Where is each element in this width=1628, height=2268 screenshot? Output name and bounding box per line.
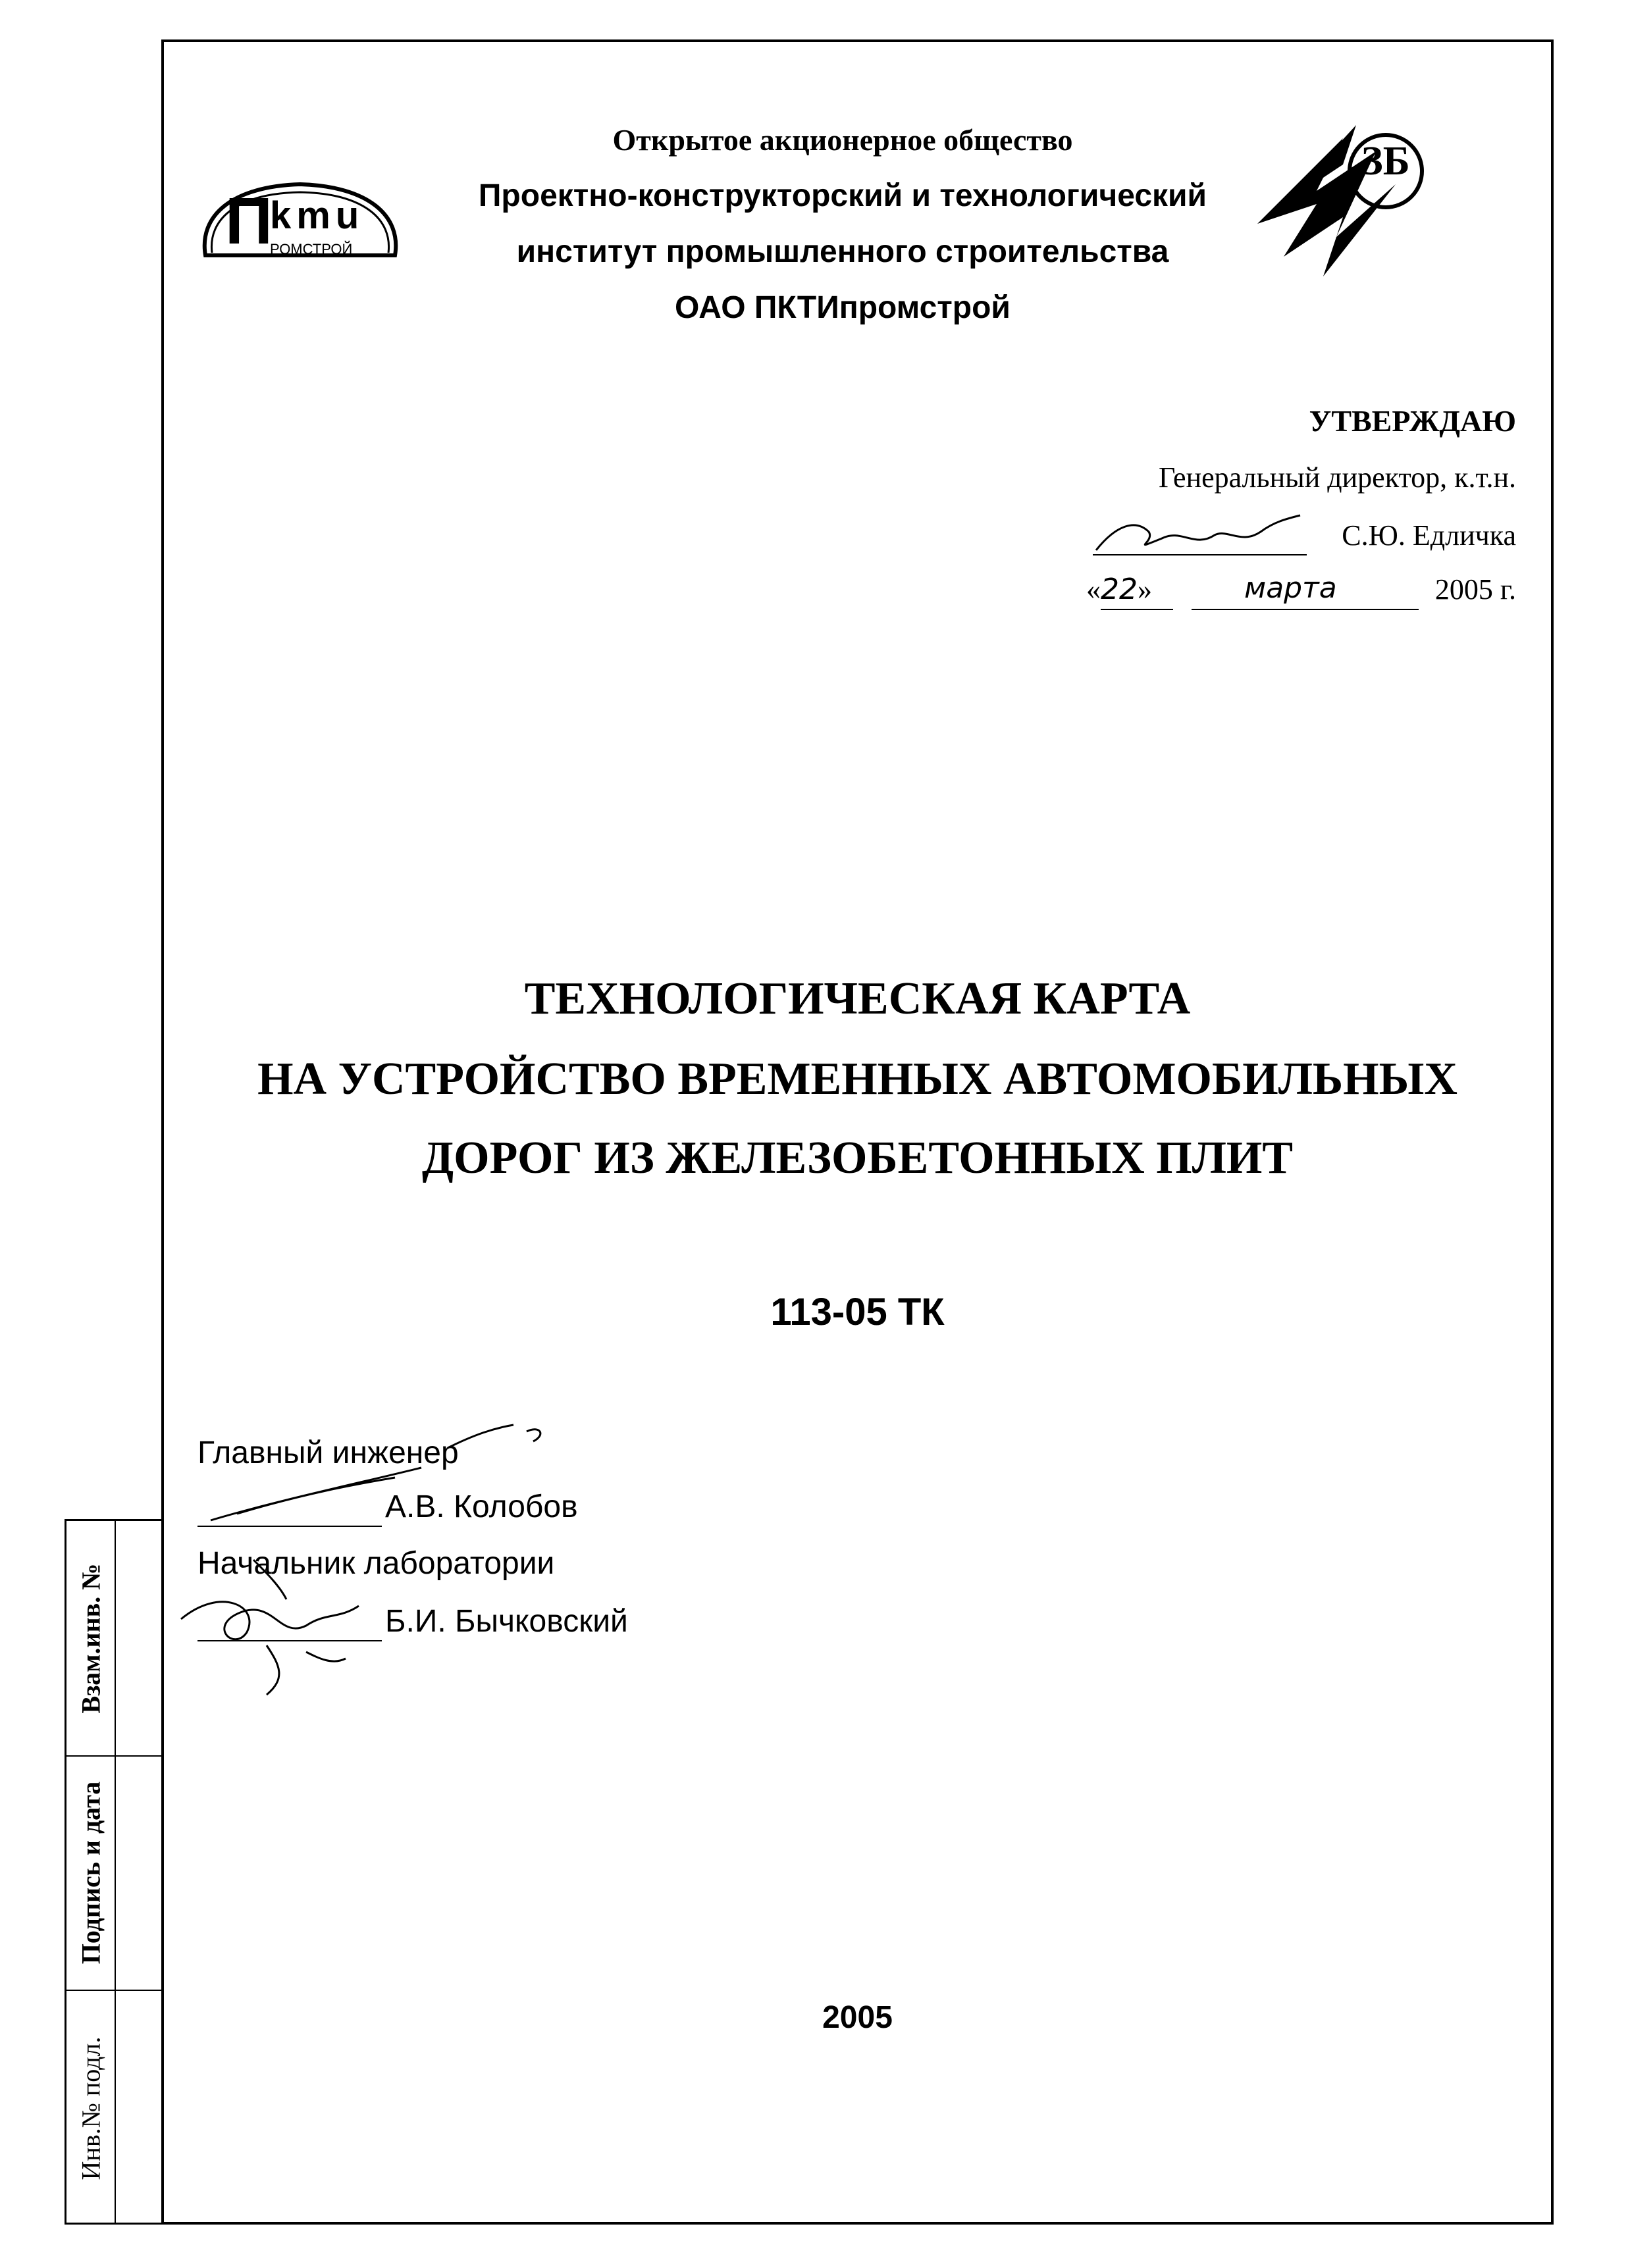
side-stamp: [65, 1519, 161, 2225]
sign-date-label: Подпись и дата: [76, 1781, 106, 1964]
director-signature: [1090, 512, 1307, 558]
pkti-logo-subtitle: РОМСТРОЙ: [270, 241, 353, 257]
inv-orig-label: Инв.№ подл.: [76, 2036, 106, 2180]
lab-head-title: Начальник лаборатории: [197, 1546, 555, 1581]
footer-year: 2005: [822, 2000, 893, 2035]
date-month-line: [1192, 609, 1419, 610]
swap-inv-label: Взам.инв. №: [76, 1563, 106, 1713]
side-stamp-divider: [115, 1521, 116, 2223]
approval-name: С.Ю. Едличка: [1342, 519, 1516, 552]
org-line-1: Открытое акционерное общество: [612, 123, 1073, 157]
title-line-3: ДОРОГ ИЗ ЖЕЛЕЗОБЕТОННЫХ ПЛИТ: [421, 1133, 1294, 1183]
org-line-2: Проектно-конструкторский и технологический: [478, 178, 1207, 213]
chief-engineer-title: Главный инженер: [197, 1435, 459, 1470]
approval-date: [1086, 573, 1152, 606]
zb-logo-letters: ЗБ: [1361, 139, 1410, 184]
lab-head-signature: [168, 1547, 392, 1698]
title-line-2: НА УСТРОЙСТВО ВРЕМЕННЫХ АВТОМОБИЛЬНЫХ: [257, 1054, 1457, 1104]
approval-position: Генеральный директор, к.т.н.: [1158, 461, 1516, 494]
date-close-quote: »: [1138, 573, 1152, 606]
date-open-quote: «: [1086, 573, 1101, 606]
date-month: марта: [1244, 571, 1337, 605]
approval-heading: УТВЕРЖДАЮ: [1309, 404, 1516, 438]
director-sign-line: [1093, 554, 1307, 555]
chief-sign-line: [197, 1526, 382, 1527]
chief-engineer-name: А.В. Колобов: [385, 1489, 578, 1524]
org-line-3: институт промышленного строительства: [516, 234, 1169, 269]
org-line-4: ОАО ПКТИпромстрой: [675, 290, 1011, 325]
date-day: 22: [1101, 573, 1138, 606]
title-line-1: ТЕХНОЛОГИЧЕСКАЯ КАРТА: [524, 973, 1191, 1024]
pkti-logo-big-letter: П: [225, 184, 273, 258]
document-code: 113-05 ТК: [770, 1291, 945, 1333]
pkti-logo-letters: kmu: [270, 194, 365, 237]
date-day-line: [1101, 609, 1173, 610]
lab-head-name: Б.И. Бычковский: [385, 1604, 628, 1639]
date-year: 2005 г.: [1434, 573, 1516, 606]
lab-sign-line: [197, 1640, 382, 1641]
